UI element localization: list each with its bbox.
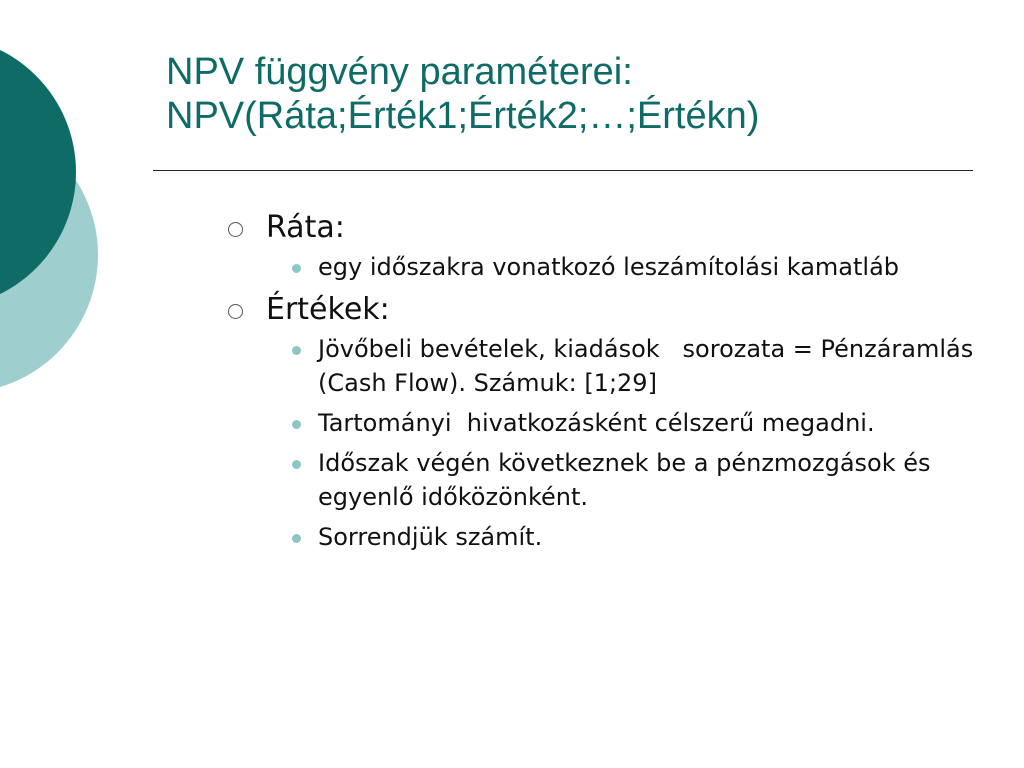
dot-bullet-icon (292, 420, 301, 429)
list-item (266, 406, 998, 440)
dot-bullet-icon (292, 346, 301, 355)
title-line-2: NPV(Ráta;Érték1;Érték2;…;Értékn) (166, 95, 760, 137)
slide-title (166, 50, 986, 138)
dot-bullet-icon (292, 460, 301, 469)
sub-list (266, 250, 998, 284)
list-item-text: Időszak végén következnek be a pénzmozgások és egyenlő időközönként. (318, 449, 939, 511)
bullet-label: Ráta: (266, 210, 345, 245)
bullet-ertekek (228, 292, 998, 554)
dot-bullet-icon (292, 264, 301, 273)
ring-bullet-icon (228, 304, 243, 319)
sub-list (266, 332, 998, 554)
list-item (266, 250, 998, 284)
decorative-circles (0, 0, 120, 420)
list-item-text: egy időszakra vonatkozó leszámítolási kamatláb (318, 253, 900, 281)
bullet-label: Értékek: (266, 292, 390, 327)
ring-bullet-icon (228, 222, 243, 237)
title-line-1: NPV függvény paraméterei: (166, 51, 633, 93)
list-item (266, 520, 998, 554)
list-item-text: Tartományi hivatkozásként célszerű megadni. (318, 409, 875, 437)
list-item-text: Jövőbeli bevételek, kiadások sorozata = Pénzáramlás (Cash Flow). Számuk: [1;29] (318, 335, 981, 397)
list-item (266, 332, 998, 400)
title-divider (153, 170, 973, 171)
dot-bullet-icon (292, 534, 301, 543)
list-item-text: Sorrendjük számít. (318, 523, 543, 551)
slide-body (228, 210, 998, 562)
list-item (266, 446, 998, 514)
bullet-rata (228, 210, 998, 284)
